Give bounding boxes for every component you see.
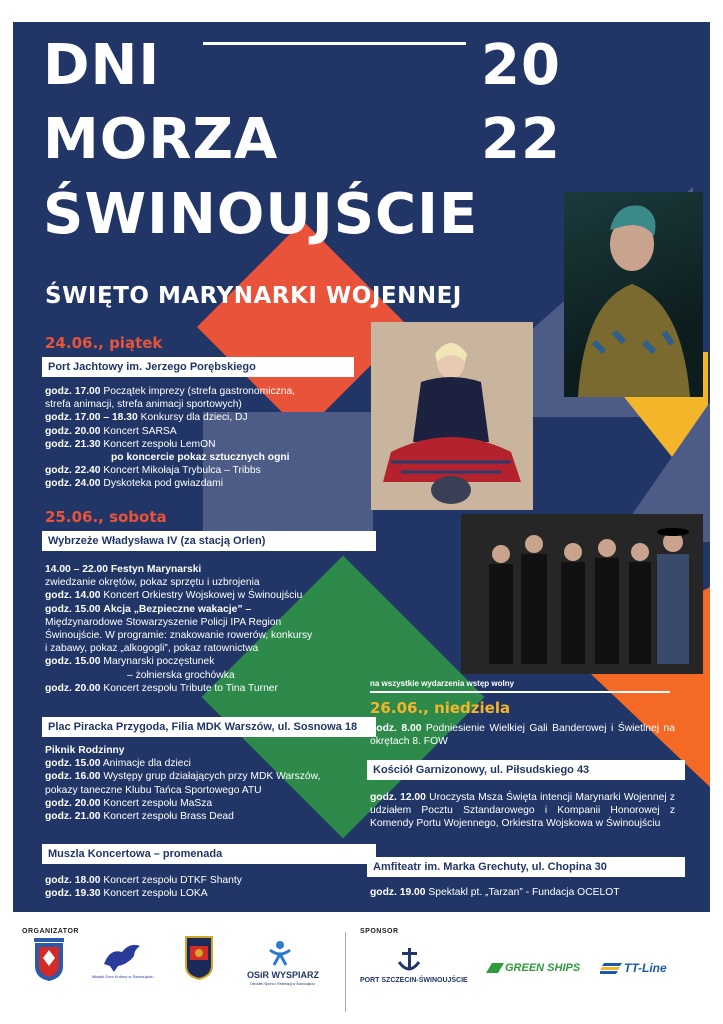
day2-item: godz. 20.00 Koncert zespołu Tribute to Tina Turner: [45, 682, 278, 694]
day3-venue-2: Amfiteatr im. Marka Grechuty, ul. Chopina 30: [367, 857, 685, 877]
free-entry-rule: [370, 691, 670, 693]
day1-item: godz. 17.00 Początek imprezy (strefa gastronomiczna,: [45, 386, 296, 397]
sponsor-label: SPONSOR: [360, 928, 399, 935]
day1-item: po koncercie pokaz sztucznych ogni: [111, 452, 290, 464]
title-line-1: DNI: [43, 33, 161, 98]
year-bottom: 22: [481, 107, 561, 172]
green-ships-name: GREEN SHIPS: [505, 962, 581, 974]
day3-item-3: godz. 19.00 Spektakl pt. „Tarzan” - Fundacja OCELOT: [370, 887, 620, 898]
port-name: PORT SZCZECIN-ŚWINOUJŚCIE: [360, 977, 468, 984]
tt-line-name: TT-Line: [624, 961, 667, 975]
day1-item: strefa animacji, strefa animacji sportowych): [45, 399, 242, 411]
day1-item: godz. 21.30 Koncert zespołu LemON: [45, 438, 216, 450]
footer-divider: [345, 932, 346, 1012]
subtitle: ŚWIĘTO MARYNARKI WOJENNEJ: [45, 283, 462, 309]
day2-item: zwiedzanie okrętów, pokaz sprzętu i uzbrojenia: [45, 577, 260, 589]
day2-item: pokazy taneczne Klubu Tańca Sportowego ATU: [45, 784, 262, 796]
mdk-name: Miejski Dom Kultury w Świnoujściu: [92, 974, 154, 979]
navy-badge-icon: [185, 936, 213, 980]
day2-program-1: [45, 563, 375, 695]
day2-program-3: [45, 874, 375, 900]
day1-item: godz. 24.00 Dyskoteka pod gwiazdami: [45, 478, 224, 490]
day2-item: – żołnierska grochówka: [127, 669, 235, 681]
band-silhouette: [461, 514, 703, 674]
day2-item: Międzynarodowe Stowarzyszenie Policji IPA Region: [45, 616, 282, 628]
photo-singer-male: [564, 192, 703, 397]
day2-date: 25.06., sobota: [45, 508, 167, 526]
day1-item: godz. 22.40 Koncert Mikołaja Trybulca – Tribbs: [45, 465, 261, 477]
day2-item: godz. 16.00 Występy grup działających przy MDK Warszów,: [45, 771, 321, 783]
singer-male-silhouette: [564, 192, 703, 397]
photo-singer-female: [371, 322, 533, 510]
singer-female-silhouette: [371, 322, 533, 510]
poster: [13, 22, 710, 912]
tt-line-stripes-icon: [600, 963, 622, 975]
year-top: 20: [481, 33, 561, 98]
city-coat-of-arms-icon: [34, 938, 64, 982]
day2-venue-1: Wybrzeże Władysława IV (za stacją Orlen): [42, 531, 376, 551]
day1-program: [45, 385, 345, 491]
day2-item: godz. 20.00 Koncert zespołu MaSza: [45, 797, 213, 809]
title-line-3: ŚWINOUJŚCIE: [43, 182, 479, 247]
title-rule: [203, 42, 466, 45]
day2-venue-3: Muszla Koncertowa – promenada: [42, 844, 376, 864]
day3-venue-1: Kościół Garnizonowy, ul. Piłsudskiego 43: [367, 760, 685, 780]
photo-band: [461, 514, 703, 674]
port-anchor-icon: [398, 948, 420, 974]
osir-sub: Ośrodek Sportu i Rekreacji w Świnoujściu: [250, 982, 315, 986]
osir-name: OSiR WYSPIARZ: [247, 970, 320, 980]
day1-date: 24.06., piątek: [45, 334, 163, 352]
day2-item: i zabawy, pokaz „alkogogli”, pokaz ratownictwa: [45, 643, 259, 655]
osir-figure-icon: [268, 940, 292, 966]
day1-venue: Port Jachtowy im. Jerzego Porębskiego: [42, 357, 354, 377]
day2-item: Świnoujście. W programie: znakowanie rowerów, konkursy: [45, 630, 313, 642]
day2-venue-2: Plac Piracka Przygoda, Filia MDK Warszów, ul. Sosnowa 18: [42, 717, 376, 737]
footer: [0, 918, 723, 1024]
day2-item: godz. 15.00 Akcja „Bezpieczne wakacje” –: [45, 603, 252, 615]
day2-item: 14.00 – 22.00 Festyn Marynarski: [45, 564, 202, 575]
green-ships-icon: [486, 963, 504, 973]
day3-item-1: godz. 8.00 Podniesienie Wielkiej Gali Banderowej i Świetlnej na okrętach 8. FOW: [370, 723, 675, 748]
day2-program-2: [45, 744, 375, 823]
day2-item: godz. 18.00 Koncert zespołu DTKF Shanty: [45, 875, 242, 886]
day2-item: Piknik Rodzinny: [45, 745, 125, 756]
day1-item: godz. 17.00 – 18.30 Konkursy dla dzieci, DJ: [45, 412, 248, 424]
title-line-2: MORZA: [43, 107, 279, 172]
organizer-label: ORGANIZATOR: [22, 928, 79, 935]
mdk-pegasus-icon: [100, 942, 144, 972]
day1-item: godz. 20.00 Koncert SARSA: [45, 425, 177, 437]
day2-item: godz. 15.00 Animacje dla dzieci: [45, 758, 191, 770]
day2-item: godz. 19.30 Koncert zespołu LOKA: [45, 888, 208, 900]
day2-item: godz. 14.00 Koncert Orkiestry Wojskowej w Świnoujściu: [45, 590, 303, 602]
free-entry-note: na wszystkie wydarzenia wstęp wolny: [370, 679, 515, 688]
day2-item: godz. 15.00 Marynarski poczęstunek: [45, 656, 215, 668]
day3-item-2: godz. 12.00 Uroczysta Msza Święta intencji Marynarki Wojennej z udziałem Pocztu Sztandarowego i Kompanii Honorowej z Komendy Portu Wojennego, Orkiestra Wojskowa w Świnoujściu: [370, 792, 675, 830]
day3-date: 26.06., niedziela: [370, 699, 511, 717]
day2-item: godz. 21.00 Koncert zespołu Brass Dead: [45, 811, 234, 823]
